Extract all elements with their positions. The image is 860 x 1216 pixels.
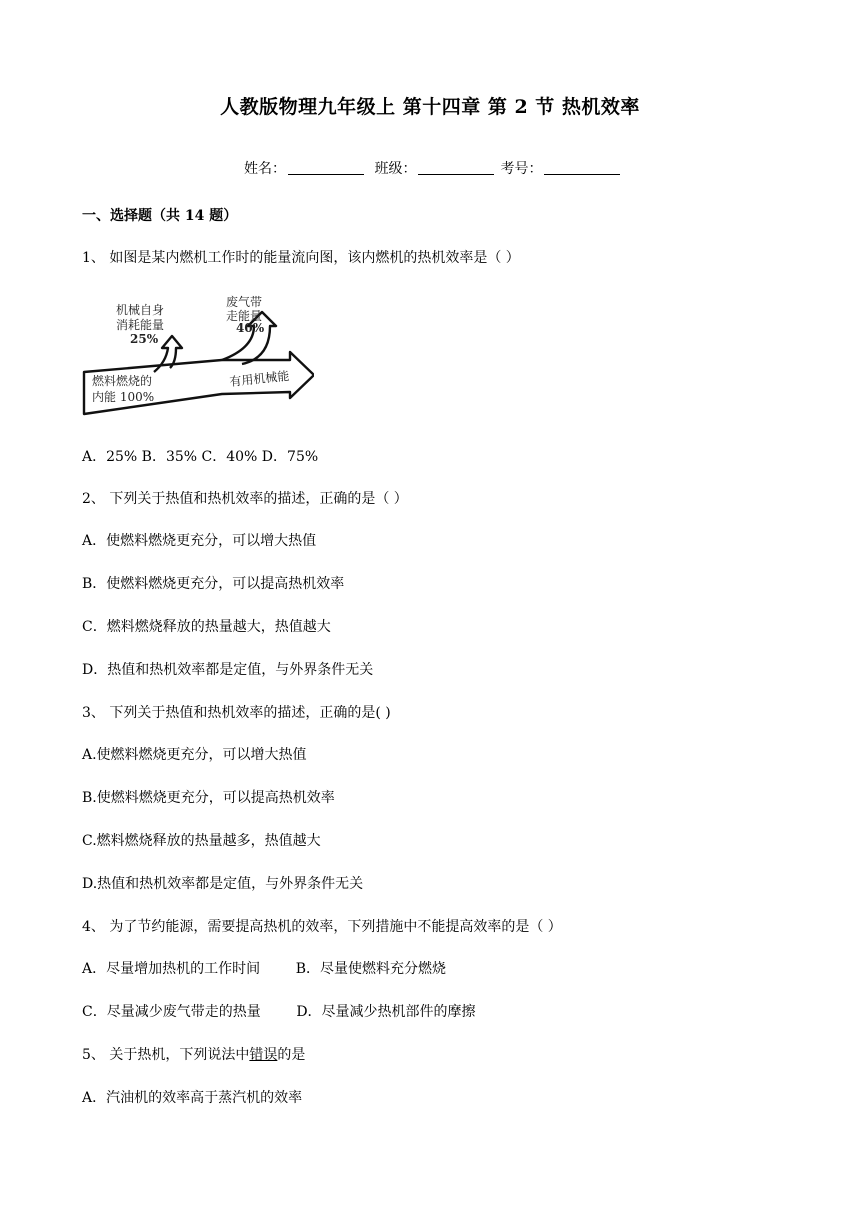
question-3-option-d: D.热值和热机效率都是定值，与外界条件无关 (82, 876, 364, 892)
question-3-option-a: A.使燃料燃烧更充分，可以增大热值 (82, 747, 307, 763)
class-blank[interactable] (418, 160, 494, 175)
question-5-stem-before: 5、 关于热机，下列说法中 (82, 1047, 250, 1063)
name-blank[interactable] (288, 160, 364, 175)
diagram-mech-self: 机械自身 (116, 303, 165, 317)
question-1-options: A．25% B．35% C．40% D．75% (82, 449, 319, 465)
diagram-exhaust: 废气带 (226, 295, 263, 309)
diagram-useful: 有用机械能 (228, 368, 291, 389)
question-2-option-b: B．使燃料燃烧更充分，可以提高热机效率 (82, 576, 345, 592)
question-2-option-d: D．热值和热机效率都是定值，与外界条件无关 (82, 662, 374, 678)
question-2-option-a: A．使燃料燃烧更充分，可以增大热值 (82, 533, 317, 549)
question-3-stem: 3、 下列关于热值和热机效率的描述，正确的是( ) (82, 705, 391, 721)
name-label: 姓名： (244, 161, 286, 177)
energy-flow-diagram (82, 288, 314, 416)
diagram-fuel-2: 内能 100% (92, 390, 155, 404)
question-5-stem-underlined: 错误 (249, 1047, 278, 1063)
question-1-stem: 1、 如图是某内燃机工作时的能量流向图，该内燃机的热机效率是（ ） (82, 250, 520, 266)
question-5-option-a: A．汽油机的效率高于蒸汽机的效率 (82, 1090, 303, 1106)
diagram-mech-self-2: 消耗能量 (116, 318, 165, 332)
student-info (244, 158, 626, 178)
question-2-stem: 2、 下列关于热值和热机效率的描述，正确的是（ ） (82, 491, 408, 507)
class-label: 班级： (374, 161, 417, 177)
question-3-option-c: C.燃料燃烧释放的热量越多，热值越大 (82, 833, 321, 849)
exam-no-label: 考号： (500, 161, 543, 177)
diagram-mech-self-pct: 25% (130, 332, 159, 346)
question-4-stem: 4、 为了节约能源，需要提高热机的效率，下列措施中不能提高效率的是（ ） (82, 919, 562, 935)
question-4-options-row-2: C．尽量减少废气带走的热量 D．尽量减少热机部件的摩擦 (82, 1004, 476, 1020)
question-4-options-row-1: A．尽量增加热机的工作时间 B．尽量使燃料充分燃烧 (82, 961, 446, 977)
worksheet-title: 人教版物理九年级上 第十四章 第 2 节 热机效率 (220, 96, 640, 118)
diagram-fuel: 燃料燃烧的 (92, 374, 153, 388)
diagram-exhaust-pct: 40% (236, 321, 265, 335)
question-3-option-b: B.使燃料燃烧更充分，可以提高热机效率 (82, 790, 335, 806)
question-5-stem-after: 的是 (277, 1047, 306, 1063)
question-5-stem (82, 1044, 305, 1064)
question-2-option-c: C．燃料燃烧释放的热量越大，热值越大 (82, 619, 331, 635)
diagram-exhaust-2: 走能量 (226, 309, 263, 323)
exam-no-blank[interactable] (544, 160, 620, 175)
section-heading: 一、选择题（共 14 题） (82, 208, 238, 224)
